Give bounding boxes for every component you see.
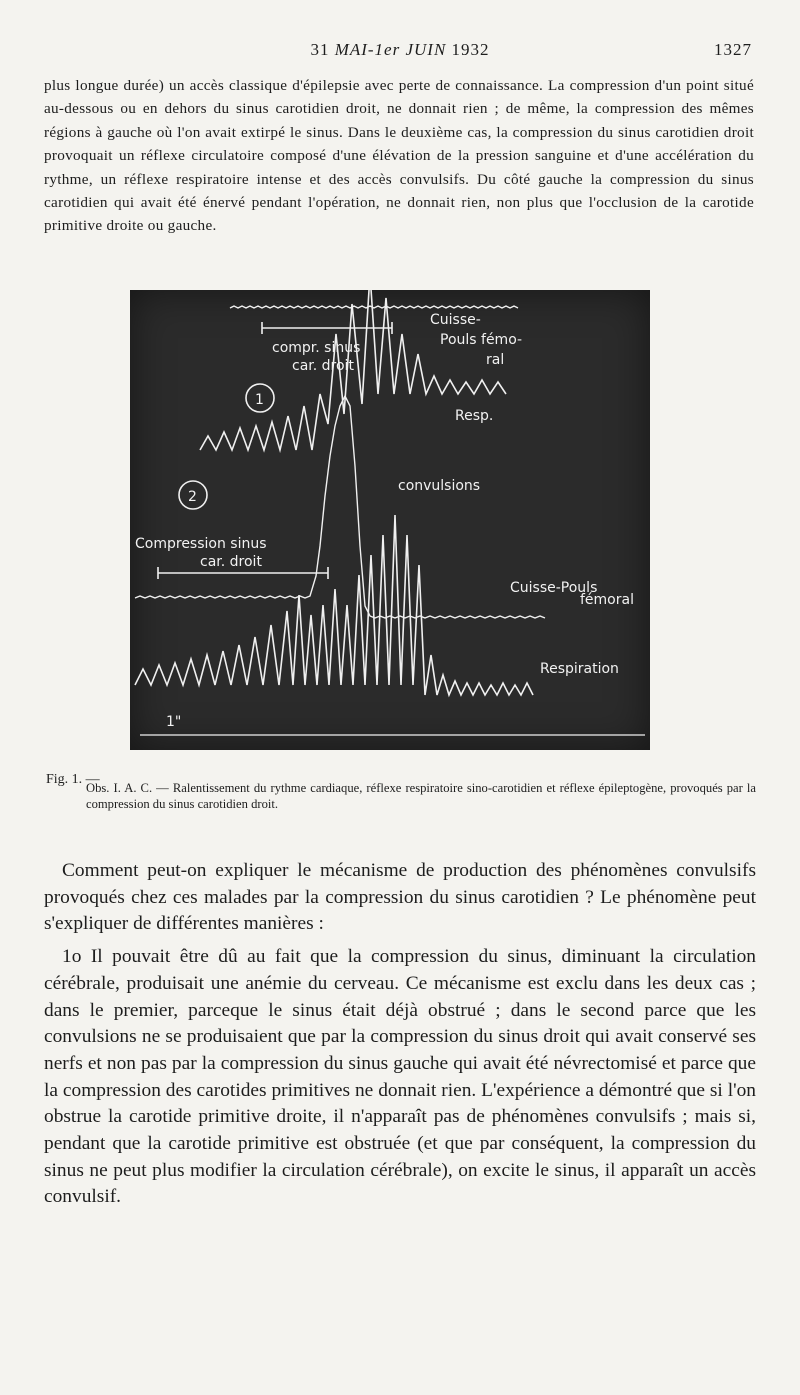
trace2-resp-label: Respiration xyxy=(540,661,619,677)
header-date: MAI-1er JUIN xyxy=(334,40,447,59)
page-number: 1327 xyxy=(714,40,752,59)
trace2-number: 2 xyxy=(188,489,197,505)
trace2-compression-label-line2: car. droit xyxy=(200,554,262,570)
trace1-pulse-label-line1: Cuisse- xyxy=(430,312,481,328)
trace1-compression-label-line2: car. droit xyxy=(292,358,354,374)
trace1-compression-bracket xyxy=(262,322,392,334)
trace1-pulse-line xyxy=(230,306,518,308)
kymograph-traces xyxy=(130,290,650,750)
figure-kymograph xyxy=(130,290,650,750)
body-paragraph-1: Comment peut-on expliquer le mécanisme de production des phénomènes convulsifs provoqués chez ces malades par la compression du sinus carotidien ? Le phénomène peut s'expliquer de différentes manières : xyxy=(44,860,756,935)
header-left-number: 31 xyxy=(310,40,330,59)
figure-caption xyxy=(46,772,756,812)
trace1-compression-label-line1: compr. sinus xyxy=(272,340,361,356)
trace1-pulse-label-line3: ral xyxy=(486,352,505,368)
running-head-title xyxy=(0,40,800,60)
running-head xyxy=(0,40,800,64)
trace2-convulsions-label: convulsions xyxy=(398,478,481,494)
trace1-resp-label: Resp. xyxy=(455,408,494,424)
trace1-pulse-label-line2: Pouls fémo- xyxy=(440,332,523,348)
caption-text: Obs. I. A. C. — Ralentissement du rythme cardiaque, réflexe respiratoire sino-carotidien et réflexe épileptogène, provoqués par la compression du sinus carotidien droit. xyxy=(86,781,756,811)
body-text xyxy=(44,858,756,1211)
trace2-pulse-line xyxy=(135,396,545,618)
time-label: 1" xyxy=(166,714,182,730)
trace1-number: 1 xyxy=(255,392,264,408)
trace2-compression-label-line1: Compression sinus xyxy=(135,536,267,552)
caption-lead: Fig. 1. — xyxy=(46,772,100,787)
intro-paragraph: plus longue durée) un accès classique d'épilepsie avec perte de connaissance. La compression d'un point situé au-dessous ou en dehors du sinus carotidien droit, ne donnait rien ; de même, la compression des mêmes régions à gauche où l'on avait extirpé le sinus. Dans le deuxième cas, la compression du sinus carotidien droit provoquait un réflexe circulatoire composé d'une élévation de la pression sanguine et d'une accélération du rythme, un réflexe respiratoire intense et des accès convulsifs. Du côté gauche la compression du sinus carotidien qui avait été énervé pendant l'opération, ne donnait rien, non plus que l'occlusion de la carotide primitive droite ou gauche. xyxy=(44,77,754,235)
trace2-pulse-label-line1: Cuisse-Pouls xyxy=(510,580,598,596)
trace2-pulse-label-line2: fémoral xyxy=(580,592,634,608)
body-paragraph-2: 1o Il pouvait être dû au fait que la compression du sinus, diminuant la circulation cérébrale, produisait une anémie du cerveau. Ce mécanisme est exclu dans les deux cas ; dans le premier, parceque le sinus était déjà obstrué ; dans le second parce que les convulsions ne se produisaient que par la compression du sinus droit qui avait conservé ses nerfs et non pas par la compression du sinus gauche qui avait été névrectomisé et parce que la compression des carotides primitives ne donnait rien. L'expérience a démontré que si l'on obstrue la carotide primitive droite, il n'apparaît pas de phénomènes convulsifs ; mais si, pendant que la carotide primitive est obstruée (et que par conséquent, la compression du sinus ne peut plus modifier la circulation cérébrale), on excite le sinus, il apparaît un accès convulsif. xyxy=(44,946,756,1208)
header-year: 1932 xyxy=(451,40,490,59)
